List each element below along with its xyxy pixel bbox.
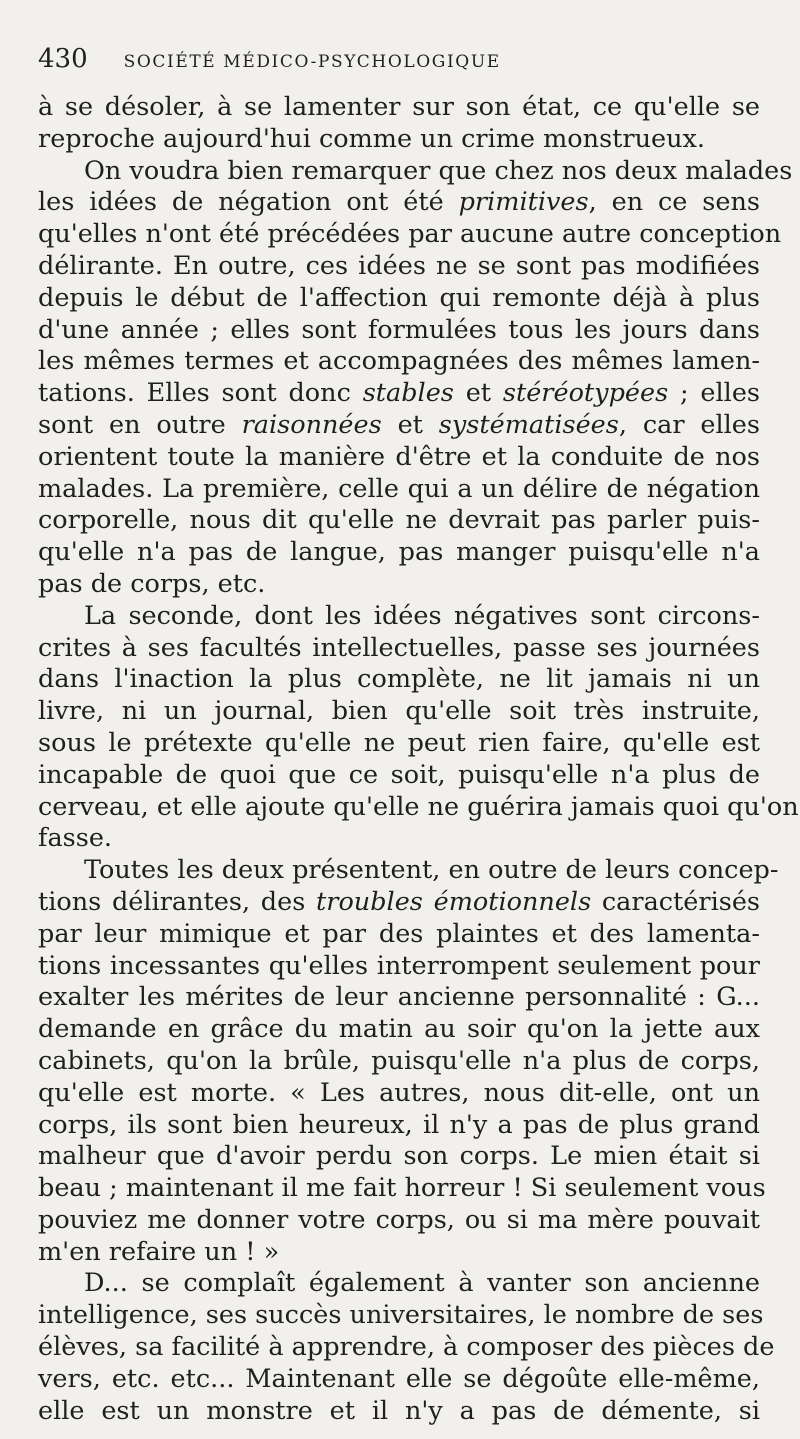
line-text: livre, ni un journal, bien qu'elle soit très instruite,: [38, 696, 760, 727]
text-line: [38, 219, 782, 251]
text-line: [38, 1046, 760, 1078]
line-text: fasse.: [38, 823, 113, 854]
line-text: cerveau, et elle ajoute qu'elle ne guérira jamais quoi qu'on: [38, 791, 799, 822]
line-text: dans l'inaction la plus complète, ne lit jamais ni un: [38, 664, 760, 695]
text-line: [38, 155, 793, 188]
line-text: incapable de quoi que ce soit, puisqu'elle n'a plus de: [38, 759, 760, 790]
text-line: [38, 601, 760, 633]
text-line: [38, 823, 760, 855]
line-text: corps, ils sont bien heureux, il n'y a pas de plus grand: [38, 1109, 760, 1140]
line-text: tions incessantes qu'elles interrompent seulement pour: [38, 950, 760, 981]
text-line: [38, 1396, 760, 1428]
line-text: intelligence, ses succès universitaires, le nombre de ses: [38, 1300, 764, 1331]
text-line: [38, 696, 760, 728]
line-text: délirante. En outre, ces idées ne se sont pas modifiées: [38, 250, 760, 281]
body-text: [38, 92, 799, 1427]
italic-term: raisonnées: [241, 409, 382, 440]
text-line: [38, 1205, 760, 1237]
page-number: 430: [38, 44, 88, 74]
text-line: [38, 1173, 766, 1205]
line-text: , en ce sens: [588, 187, 760, 218]
line-text: reproche aujourd'hui comme un crime monstrueux.: [38, 123, 706, 154]
text-line: [38, 315, 760, 347]
line-text: d'une année ; elles sont formulées tous les jours dans: [38, 314, 760, 345]
text-line: [38, 474, 760, 506]
text-line: [38, 1300, 764, 1332]
line-text: et: [453, 378, 503, 409]
text-line: [38, 1014, 760, 1046]
line-text: exalter les mérites de leur ancienne personnalité : G...: [38, 982, 760, 1013]
line-text: tions délirantes, des: [38, 886, 317, 917]
text-line: [38, 283, 760, 315]
text-line: [38, 951, 760, 983]
text-line: [38, 760, 760, 792]
italic-term: troubles émotionnels: [316, 886, 592, 917]
line-text: m'en refaire un ! »: [38, 1236, 280, 1267]
text-line: [38, 1332, 775, 1364]
text-line: [38, 664, 760, 696]
line-text: Toutes les deux présentent, en outre de leurs concep-: [84, 855, 779, 886]
line-text: à se désoler, à se lamenter sur son état, ce qu'elle se: [38, 92, 760, 122]
line-text: sous le prétexte qu'elle ne peut rien faire, qu'elle est: [38, 727, 760, 758]
text-line: [38, 410, 760, 442]
line-text: beau ; maintenant il me fait horreur ! Si seulement vous: [38, 1173, 766, 1204]
line-text: pouviez me donner votre corps, ou si ma mère pouvait: [38, 1204, 760, 1235]
text-line: [38, 124, 760, 156]
running-title: SOCIÉTÉ MÉDICO-PSYCHOLOGIQUE: [123, 52, 501, 72]
italic-term: stéréotypées: [502, 378, 669, 409]
text-line: [38, 1237, 760, 1269]
line-text: crites à ses facultés intellectuelles, passe ses journées: [38, 632, 760, 663]
line-text: qu'elle n'a pas de langue, pas manger puisqu'elle n'a: [38, 537, 760, 568]
line-text: depuis le début de l'affection qui remonte déjà à plus: [38, 282, 760, 313]
line-text: corporelle, nous dit qu'elle ne devrait pas parler puis-: [38, 505, 760, 536]
line-text: sont en outre: [38, 409, 242, 440]
italic-term: systématisées: [438, 409, 619, 440]
text-line: [38, 1268, 760, 1300]
text-line: [38, 92, 760, 124]
text-line: [38, 982, 760, 1014]
text-line: [38, 633, 760, 665]
italic-term: stables: [362, 378, 454, 409]
text-line: [38, 537, 760, 569]
line-text: qu'elles n'ont été précédées par aucune autre conception: [38, 219, 782, 250]
line-text: vers, etc. etc... Maintenant elle se dégoûte elle-même,: [38, 1363, 760, 1394]
line-text: par leur mimique et par des plaintes et des lamenta-: [38, 918, 760, 949]
text-line: [38, 187, 760, 219]
line-text: cabinets, qu'on la brûle, puisqu'elle n'a plus de corps,: [38, 1045, 760, 1076]
line-text: On voudra bien remarquer que chez nos deux malades: [84, 155, 793, 186]
line-text: les mêmes termes et accompagnées des mêmes lamen-: [38, 346, 760, 377]
line-text: pas de corps, etc.: [38, 568, 266, 599]
line-text: caractérisés: [591, 886, 761, 917]
text-line: [38, 251, 760, 283]
text-line: [38, 791, 799, 824]
text-line: [38, 346, 760, 378]
text-line: [38, 1110, 760, 1142]
text-line: [38, 855, 779, 887]
line-text: les idées de négation ont été: [38, 187, 459, 218]
text-line: [38, 505, 760, 537]
line-text: , car elles: [618, 409, 760, 440]
italic-term: primitives: [458, 187, 589, 218]
line-text: D... se complaît également à vanter son ancienne: [84, 1268, 760, 1299]
line-text: élèves, sa facilité à apprendre, à composer des pièces de: [38, 1332, 775, 1363]
text-line: [38, 919, 760, 951]
line-text: elle est un monstre et il n'y a pas de démente, si: [38, 1395, 760, 1426]
line-text: qu'elle est morte. « Les autres, nous dit-elle, ont un: [38, 1077, 760, 1108]
text-line: [38, 442, 760, 474]
text-line: [38, 728, 760, 760]
text-line: [38, 569, 760, 601]
line-text: La seconde, dont les idées négatives sont circons-: [84, 600, 760, 631]
text-line: [38, 378, 760, 410]
line-text: ; elles: [668, 378, 760, 409]
line-text: et: [381, 409, 439, 440]
text-line: [38, 887, 760, 919]
line-text: orientent toute la manière d'être et la conduite de nos: [38, 441, 760, 472]
line-text: malades. La première, celle qui a un délire de négation: [38, 473, 760, 504]
text-line: [38, 1078, 760, 1110]
text-line: [38, 1141, 760, 1173]
line-text: tations. Elles sont donc: [38, 378, 363, 409]
line-text: malheur que d'avoir perdu son corps. Le mien était si: [38, 1141, 760, 1172]
line-text: demande en grâce du matin au soir qu'on la jette aux: [38, 1014, 760, 1045]
text-line: [38, 1364, 760, 1396]
page-header: [38, 44, 760, 88]
